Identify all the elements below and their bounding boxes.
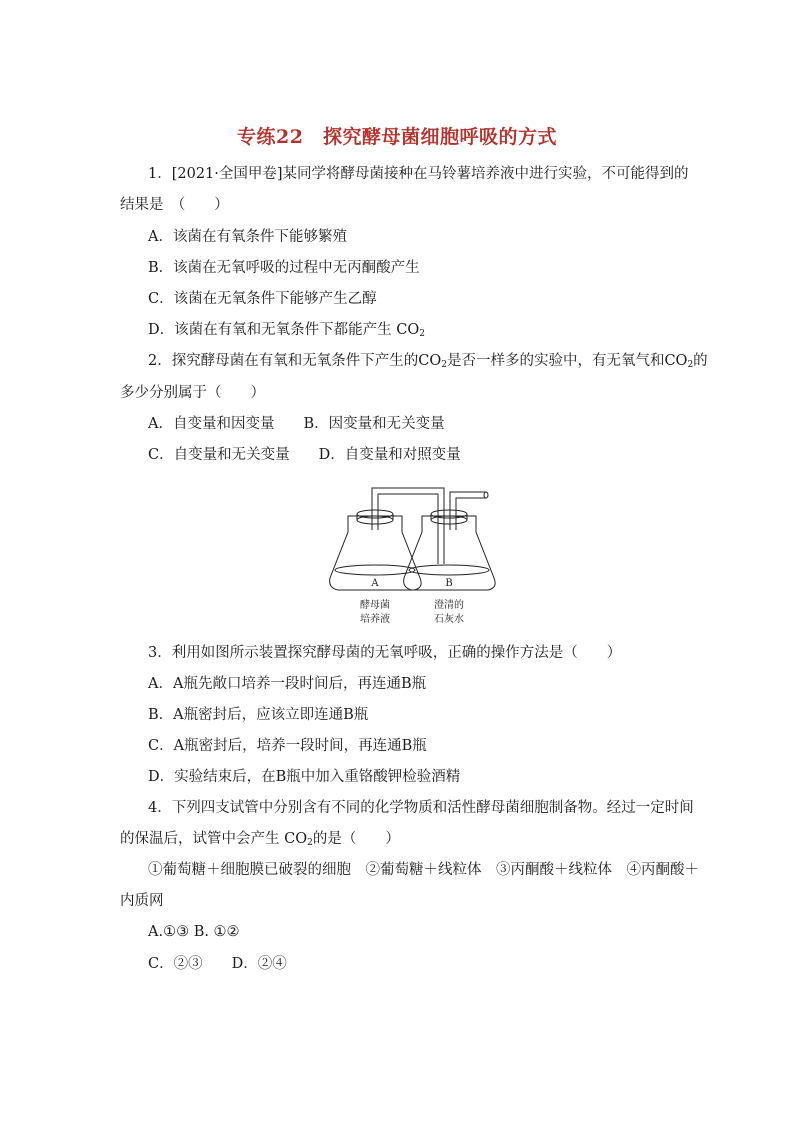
connecting-tube-inner xyxy=(378,494,438,564)
q2-options-ab: A．自变量和因变量 B．因变量和无关变量 xyxy=(148,416,445,432)
q3-stem: 3．利用如图所示装置探究酵母菌的无氧呼吸，正确的操作方法是（ ） xyxy=(148,645,622,661)
q1-option-d-text: D．该菌在有氧和无氧条件下都能产生 CO xyxy=(148,322,420,338)
q1-option-b: B．该菌在无氧呼吸的过程中无丙酮酸产生 xyxy=(148,260,420,276)
q1-option-d xyxy=(148,320,425,344)
q3-option-d: D．实验结束后，在B瓶中加入重铬酸钾检验酒精 xyxy=(148,769,461,785)
q3-option-a: A．A瓶先敞口培养一段时间后，再连通B瓶 xyxy=(148,676,427,692)
q4-items-line2: 内质网 xyxy=(120,893,164,909)
q4-items-line1: ①葡萄糖＋细胞膜已破裂的细胞 ②葡萄糖＋线粒体 ③丙酮酸＋线粒体 ④丙酮酸＋ xyxy=(148,862,699,878)
q4-stem-part-b: 的是（ ） xyxy=(312,831,400,847)
q1-stem-line2: 结果是 （ ） xyxy=(120,197,229,213)
q2-stem-part-a: 2．探究酵母菌在有氧和无氧条件下产生的CO xyxy=(148,353,442,369)
q4-stem-part-a: 的保温后，试管中会产生 CO xyxy=(120,831,308,847)
q1-option-a: A．该菌在有氧条件下能够繁殖 xyxy=(148,229,347,245)
flask-a-liquid-surface xyxy=(335,565,415,575)
q4-stem-line2 xyxy=(120,829,400,853)
flask-a-letter: A xyxy=(371,578,379,589)
q1-option-d-subscript: 2 xyxy=(419,329,425,339)
q4-options-ab: A.①③ B. ①② xyxy=(148,924,240,940)
q2-stem-part-b: 是否一样多的实验中，有无氧气和CO xyxy=(446,353,688,369)
flask-a-caption-line2: 培养液 xyxy=(360,614,390,625)
flask-a-caption-line1: 酵母菌 xyxy=(360,600,390,611)
flask-b-caption-line2: 石灰水 xyxy=(434,614,464,625)
q2-stem-line2: 多少分别属于（ ） xyxy=(120,385,265,401)
q3-option-c: C．A瓶密封后，培养一段时间，再连通B瓶 xyxy=(148,738,427,754)
q2-options-cd: C．自变量和无关变量 D．自变量和对照变量 xyxy=(148,447,461,463)
outlet-tube-inner xyxy=(456,498,486,530)
connecting-tube-outer xyxy=(372,488,444,564)
page-title: 专练22 探究酵母菌细胞呼吸的方式 xyxy=(237,126,557,148)
flask-b-caption-line1: 澄清的 xyxy=(434,600,464,611)
flask-b-letter: B xyxy=(445,578,453,589)
q2-stem-subscript-2: 2 xyxy=(687,360,694,370)
q1-option-c: C．该菌在无氧条件下能够产生乙醇 xyxy=(148,291,377,307)
q2-stem-subscript-1: 2 xyxy=(441,360,447,370)
q4-options-cd: C．②③ D．②④ xyxy=(148,956,287,972)
q2-stem-line1 xyxy=(148,351,708,375)
flask-apparatus-figure xyxy=(318,478,498,630)
q2-stem-part-c: 的 xyxy=(693,353,708,369)
q3-option-b: B．A瓶密封后，应该立即连通B瓶 xyxy=(148,707,369,723)
q4-stem-subscript: 2 xyxy=(307,838,313,848)
q1-stem-line1: 1．[2021·全国甲卷]某同学将酵母菌接种在马铃薯培养液中进行实验，不可能得到的 xyxy=(148,166,689,182)
q4-stem-line1: 4．下列四支试管中分别含有不同的化学物质和活性酵母菌细胞制备物。经过一定时间 xyxy=(148,800,694,816)
flask-apparatus-diagram xyxy=(318,478,498,630)
flask-b-liquid-surface xyxy=(409,565,489,575)
